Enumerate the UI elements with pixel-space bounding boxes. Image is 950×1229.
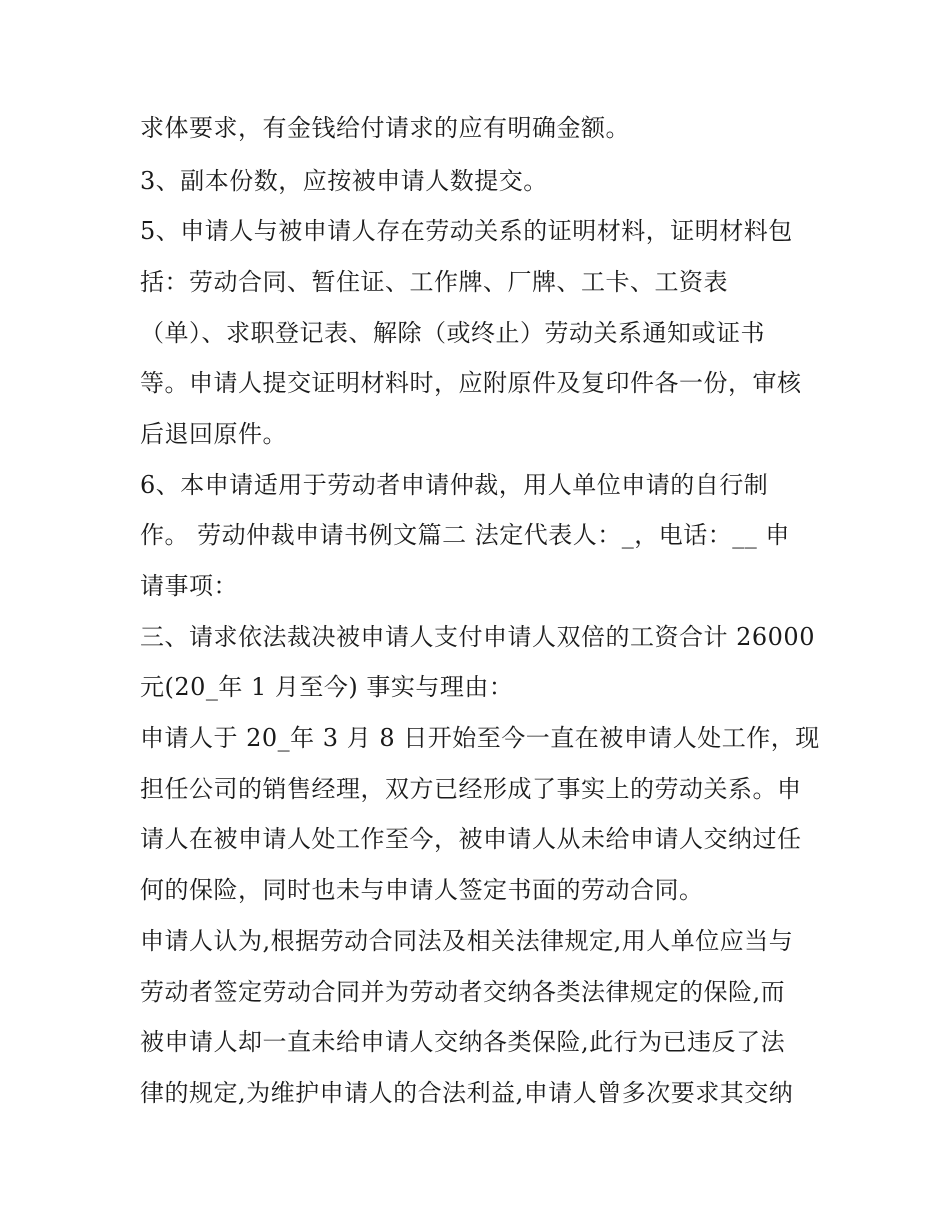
text-line: 申请人于 20_年 3 月 8 日开始至今一直在被申请人处工作，现 xyxy=(140,724,820,752)
text-line: 6、本申请适用于劳动者申请仲裁，用人单位申请的自行制 xyxy=(140,471,769,499)
text-line: 等。申请人提交证明材料时，应附原件及复印件各一份，审核 xyxy=(140,369,802,397)
text-line: 何的保险，同时也未与申请人签定书面的劳动合同。 xyxy=(140,876,704,904)
text-line: （单）、求职登记表、解除（或终止）劳动关系通知或证书 xyxy=(140,319,765,347)
text-line: 担任公司的销售经理，双方已经形成了事实上的劳动关系。申 xyxy=(140,775,802,803)
text-line: 元(20_年 1 月至今) 事实与理由： xyxy=(140,673,514,701)
text-line: 后退回原件。 xyxy=(140,420,287,448)
text-line: 请人在被申请人处工作至今，被申请人从未给申请人交纳过任 xyxy=(140,825,802,853)
text-line: 括：劳动合同、暂住证、工作牌、厂牌、工卡、工资表 xyxy=(140,268,728,296)
text-line: 申请人认为,根据劳动合同法及相关法律规定,用人单位应当与 xyxy=(140,927,794,955)
text-line: 5、申请人与被申请人存在劳动关系的证明材料，证明材料包 xyxy=(140,217,793,245)
text-line: 律的规定,为维护申请人的合法利益,申请人曾多次要求其交纳 xyxy=(140,1079,794,1107)
text-line: 3、副本份数，应按被申请人数提交。 xyxy=(140,167,548,195)
text-line: 求体要求，有金钱给付请求的应有明确金额。 xyxy=(140,114,630,142)
text-line: 三、请求依法裁决被申请人支付申请人双倍的工资合计 26000 xyxy=(140,623,815,651)
text-line: 作。 劳动仲裁申请书例文篇二 法定代表人：_，电话：__ 申 xyxy=(140,521,790,549)
text-line: 被申请人却一直未给申请人交纳各类保险,此行为已违反了法 xyxy=(140,1028,786,1056)
text-line: 请事项： xyxy=(140,572,238,600)
text-line: 劳动者签定劳动合同并为劳动者交纳各类法律规定的保险,而 xyxy=(140,978,786,1006)
